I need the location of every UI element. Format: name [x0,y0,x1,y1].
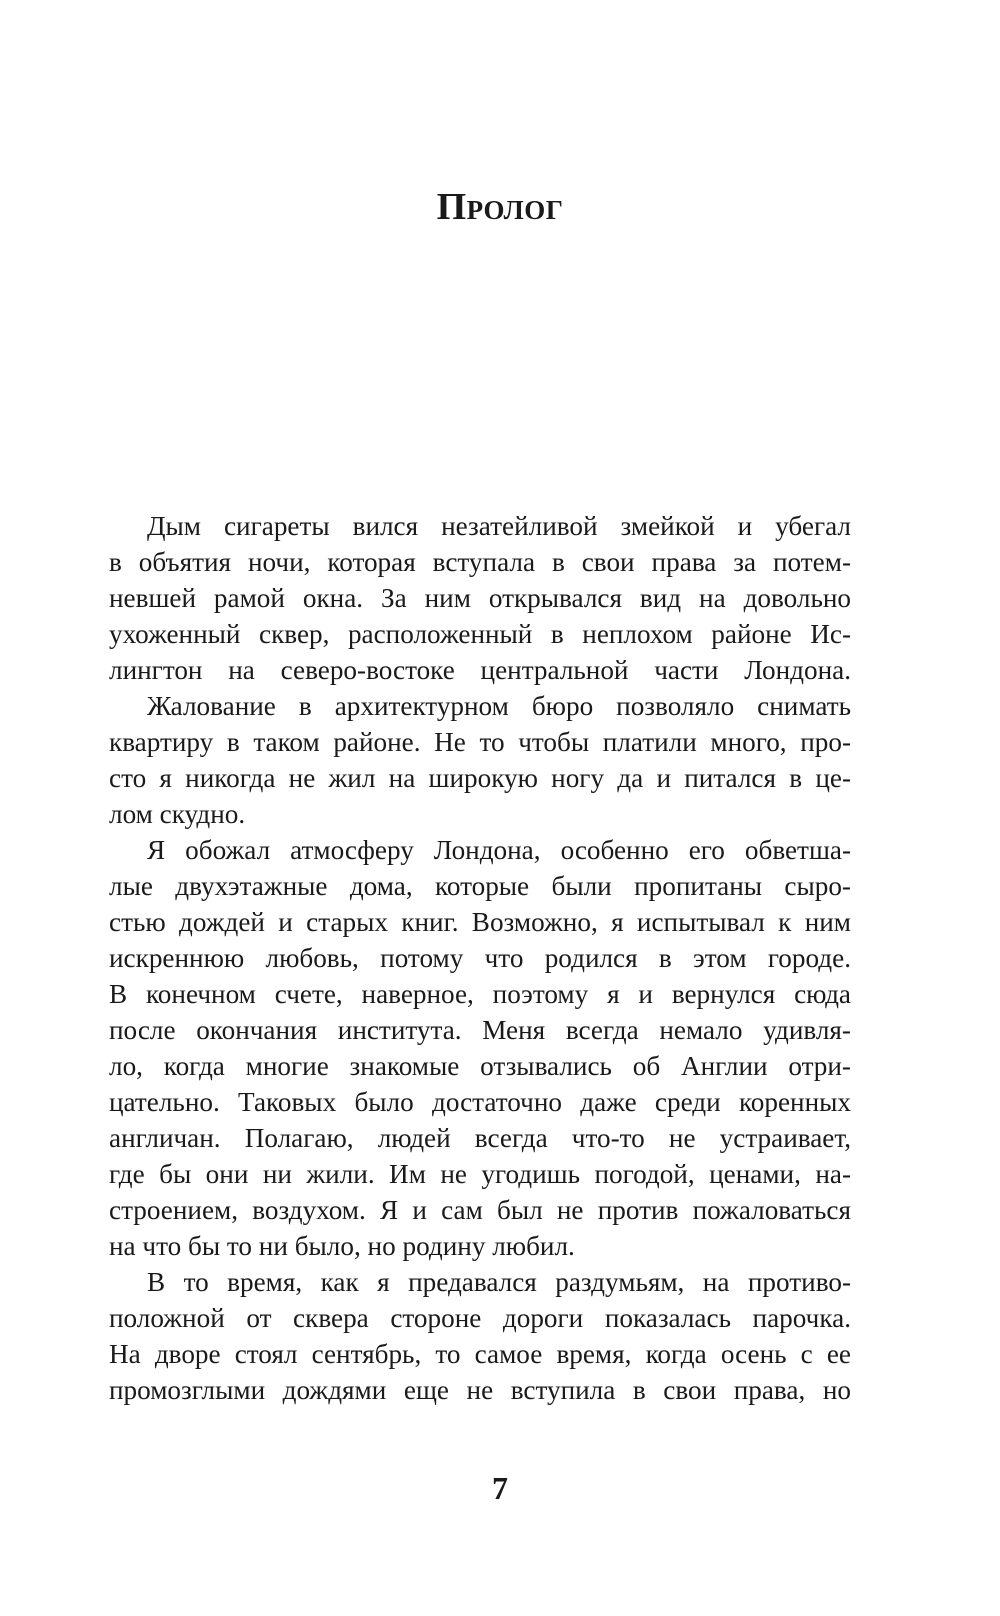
text-line: на что бы то ни было, но родину любил. [109,1231,575,1261]
text-line: после окончания института. Меня всегда немало удивля- [109,1015,851,1045]
text-line: В конечном счете, наверное, поэтому я и вернулся сюда [109,979,851,1009]
text-line: стью дождей и старых книг. Возможно, я испытывал к ним [109,907,851,937]
text-line: лом скудно. [109,799,246,829]
paragraph [109,832,851,1264]
text-line: строением, воздухом. Я и сам был не против пожаловаться [109,1195,851,1225]
paragraph [109,508,851,688]
paragraph [109,688,851,832]
paragraph [109,1264,851,1408]
text-line: На дворе стоял сентябрь, то самое время, когда осень с ее [109,1339,851,1369]
text-line: сто я никогда не жил на широкую ногу да и питался в це- [109,763,851,793]
text-line: лые двухэтажные дома, которые были пропитаны сыро- [109,871,851,901]
text-line: Я обожал атмосферу Лондона, особенно его обветша- [147,835,851,865]
chapter-title: Пролог [436,186,564,228]
text-line: лингтон на северо-востоке центральной части Лондона. [109,655,851,685]
text-line: Дым сигареты вился незатейливой змейкой и убегал [147,511,851,541]
text-line: искреннюю любовь, потому что родился в этом городе. [109,943,851,973]
text-line: промозглыми дождями еще не вступила в свои права, но [109,1375,851,1405]
text-line: ло, когда многие знакомые отзывались об Англии отри- [109,1051,851,1081]
text-line: квартиру в таком районе. Не то чтобы платили много, про- [109,727,851,757]
text-line: Жалование в архитектурном бюро позволяло снимать [147,691,851,721]
text-line: цательно. Таковых было достаточно даже среди коренных [109,1087,851,1117]
page-number: 7 [492,1470,508,1506]
text-line: В то время, как я предавался раздумьям, на противо- [147,1267,851,1297]
text-line: ухоженный сквер, расположенный в неплохом районе Ис- [109,619,851,649]
text-line: положной от сквера стороне дороги показалась парочка. [109,1303,851,1333]
text-line: где бы они ни жили. Им не угодишь погодой, ценами, на- [109,1159,851,1189]
text-line: в объятия ночи, которая вступала в свои права за потем- [109,547,851,577]
text-line: невшей рамой окна. За ним открывался вид на довольно [109,583,851,613]
body-text [109,508,851,1408]
text-line: англичан. Полагаю, людей всегда что-то не устраивает, [109,1123,851,1153]
